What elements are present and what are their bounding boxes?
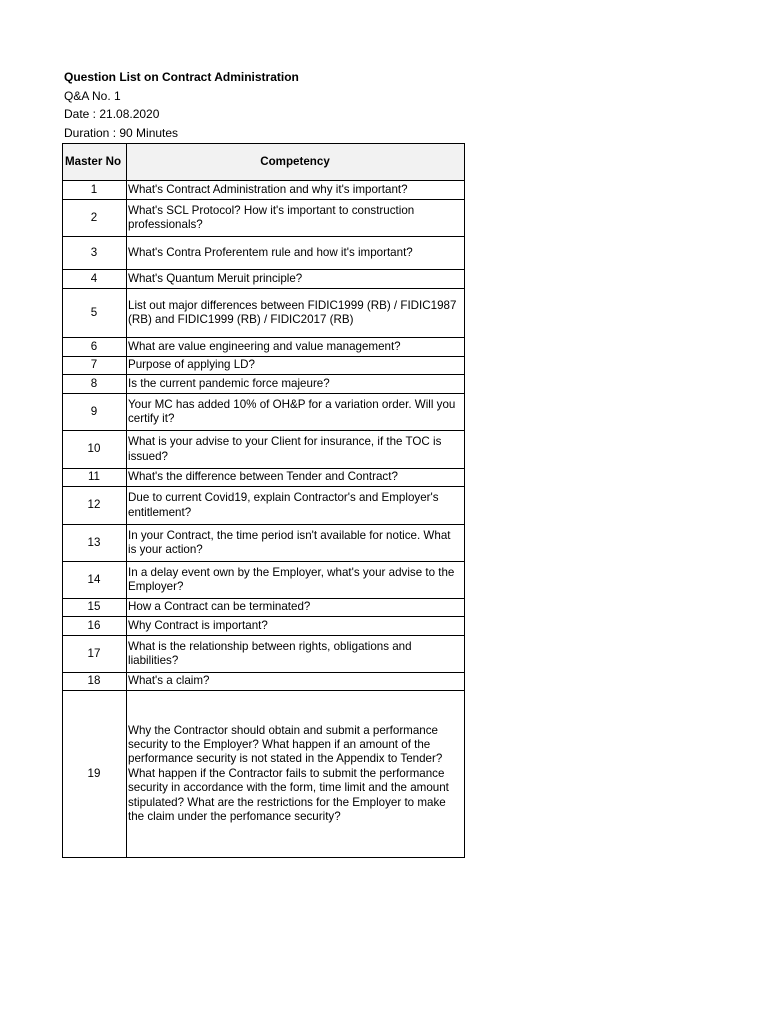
table-row xyxy=(63,469,465,487)
table-row xyxy=(63,289,465,338)
row-question: How a Contract can be terminated? xyxy=(127,599,465,617)
table-row xyxy=(63,562,465,599)
table-row xyxy=(63,487,465,525)
row-question: List out major differences between FIDIC1999 (RB) / FIDIC1987 (RB) and FIDIC1999 (RB) / FIDIC2017 (RB) xyxy=(127,289,465,338)
row-number: 15 xyxy=(63,599,127,617)
row-question: What are value engineering and value management? xyxy=(127,338,465,357)
row-number: 19 xyxy=(63,691,127,858)
row-question: What is the relationship between rights, obligations and liabilities? xyxy=(127,636,465,673)
document-title: Question List on Contract Administration xyxy=(64,70,299,84)
table-row xyxy=(63,338,465,357)
row-number: 6 xyxy=(63,338,127,357)
table-row xyxy=(63,617,465,636)
row-question: What is your advise to your Client for insurance, if the TOC is issued? xyxy=(127,431,465,469)
row-question: Why the Contractor should obtain and submit a performance security to the Employer? What happen if an amount of the performance security is not stated in the Appendix to Tender? What happen if the Contractor fails to submit the performance security in accordance with the form, time limit and the amount stipulated? What are the restrictions for the Employer to make the claim under the perfomance security? xyxy=(127,691,465,858)
row-number: 11 xyxy=(63,469,127,487)
row-question: Why Contract is important? xyxy=(127,617,465,636)
table-row xyxy=(63,691,465,858)
table-row xyxy=(63,375,465,394)
table-header-row xyxy=(63,144,465,181)
row-number: 13 xyxy=(63,525,127,562)
document-header xyxy=(64,68,484,142)
row-question: Your MC has added 10% of OH&P for a variation order. Will you certify it? xyxy=(127,394,465,431)
table-row xyxy=(63,636,465,673)
row-question: Due to current Covid19, explain Contractor's and Employer's entitlement? xyxy=(127,487,465,525)
table-row xyxy=(63,394,465,431)
table-row xyxy=(63,431,465,469)
row-number: 18 xyxy=(63,673,127,691)
row-question: What's the difference between Tender and Contract? xyxy=(127,469,465,487)
row-number: 14 xyxy=(63,562,127,599)
row-number: 5 xyxy=(63,289,127,338)
table-row xyxy=(63,525,465,562)
table-row xyxy=(63,181,465,200)
row-question: Is the current pandemic force majeure? xyxy=(127,375,465,394)
row-number: 16 xyxy=(63,617,127,636)
row-number: 4 xyxy=(63,270,127,289)
row-number: 10 xyxy=(63,431,127,469)
document-duration: Duration : 90 Minutes xyxy=(64,125,179,140)
row-question: Purpose of applying LD? xyxy=(127,357,465,375)
row-number: 12 xyxy=(63,487,127,525)
row-question: In your Contract, the time period isn't available for notice. What is your action? xyxy=(127,525,465,562)
row-number: 2 xyxy=(63,200,127,237)
row-number: 1 xyxy=(63,181,127,200)
row-number: 17 xyxy=(63,636,127,673)
row-question: What's Contra Proferentem rule and how it's important? xyxy=(127,237,465,270)
row-question: What's SCL Protocol? How it's important to construction professionals? xyxy=(127,200,465,237)
question-table xyxy=(62,143,465,858)
row-number: 7 xyxy=(63,357,127,375)
table-row xyxy=(63,270,465,289)
qa-number: Q&A No. 1 xyxy=(64,88,121,103)
row-number: 3 xyxy=(63,237,127,270)
row-question: What's a claim? xyxy=(127,673,465,691)
row-question: What's Contract Administration and why it's important? xyxy=(127,181,465,200)
table-row xyxy=(63,200,465,237)
document-date: Date : 21.08.2020 xyxy=(64,107,160,121)
row-question: What's Quantum Meruit principle? xyxy=(127,270,465,289)
row-number: 8 xyxy=(63,375,127,394)
table-row xyxy=(63,357,465,375)
table-row xyxy=(63,599,465,617)
row-question: In a delay event own by the Employer, what's your advise to the Employer? xyxy=(127,562,465,599)
table-row xyxy=(63,673,465,691)
column-header-master-no: Master No xyxy=(63,144,127,181)
column-header-competency: Competency xyxy=(127,144,465,181)
table-row xyxy=(63,237,465,270)
row-number: 9 xyxy=(63,394,127,431)
